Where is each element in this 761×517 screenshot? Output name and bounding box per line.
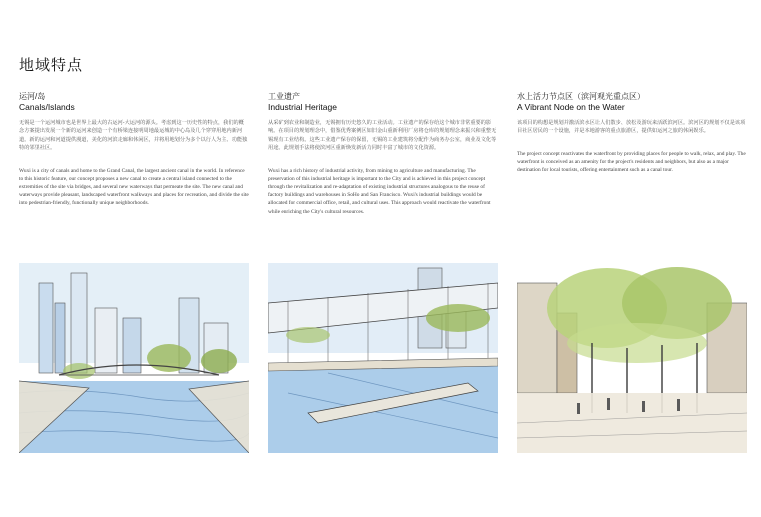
page-title: 地域特点 (19, 57, 84, 74)
sketch-industrial-canopy (268, 263, 498, 453)
sketch-industrial-canopy-svg (268, 263, 498, 453)
section-body-en: Wuxi is a city of canals and home to the Grand Canal, the largest ancient canal in the world. In reference to this historic feature, our concept proposes a new canal to create a central island connected to the extremities of the site via bridges, and several new waterways that permeate the site. The new canal and waterways provide pleasant, landscaped waterfront walkways and places for recreation, and divide the site into pedestrian-friendly, functionally unique neighborhoods. (19, 167, 249, 207)
section-canals-islands (19, 92, 249, 208)
section-heading-zh: 水上活力节点区（滨河观光重点区） (517, 92, 645, 101)
sketch-waterfront-plaza (517, 263, 747, 453)
section-heading-zh: 工业遗产 (268, 92, 300, 101)
sketch-waterfront-plaza-svg (517, 263, 747, 453)
section-body-en: Wuxi has a rich history of industrial activity, from mining to agriculture and manufacturing. The preservation of this industrial heritage is important to the City and is achieved in this project concept through the revitalization and re-adaptation of existing industrial structures analogous to the reuse of factory buildings and warehouses in SoHo and San Francisco. Wuxi's industrial buildings would be allocated for commercial office, retail, and cultural uses. This approach would reactivate the waterfront while enriching the City's cultural resources. (268, 167, 491, 215)
section-heading-en: Industrial Heritage (268, 102, 337, 112)
section-vibrant-node (517, 92, 747, 174)
section-body-zh: 无锡是一个运河城市也是世界上最大的古运河-大运河的源头。考虑到这一历史性的特点，我们的概念方案提出发展一个新的运河来创造一个有桥梁连接明周地最运城的中心岛及几个穿穿用地内新河道。新的运河和河道提供漫道，美化的河滨走廊和休闲区，并将用地划分为多个以行人为主、功能独特的邻里社区。 (19, 120, 248, 152)
section-heading-en: Canals/Islands (19, 102, 75, 112)
section-heading-zh: 运河/岛 (19, 92, 46, 101)
sketch-canal-towers-svg (19, 263, 249, 453)
section-industrial-heritage (268, 92, 498, 216)
sketch-canal-towers (19, 263, 249, 453)
section-body-zh: 该项目的构想是规划并激活滨水区让人们散步、放松及游玩来活跃滨河区。滨河区的规划不仅是该项目社区居民的一个设施，并是本地游客的重点旅游区，提供如运河之旅的休闲娱乐。 (517, 120, 746, 135)
section-body-en: The project concept reactivates the waterfront by providing places for people to walk, relax, and play. The waterfront is conceived as an amenity for the project's residents and neighbors, but also as a major destination for local tourists, offering entertainment such as a canal tour. (517, 150, 746, 174)
section-heading-en: A Vibrant Node on the Water (517, 102, 625, 112)
section-body-zh: 从采矿到农业和制造业，无锡拥有历史悠久的工业活动。工业遗产的保存给这个城市非常重要的影响。在项目的规划理念中，借鉴优秀案例区如旧金山重新利用厂房将仓库的规划理念来振兴和重整无锡现有工业结构。这些工业遗产保存的保留，无锡的工业建筑将分配作为商务办公室，商业及文化等用途。此规划手法将使滨河区重新焕发新活力同时丰富了城市的文化资源。 (268, 120, 497, 152)
